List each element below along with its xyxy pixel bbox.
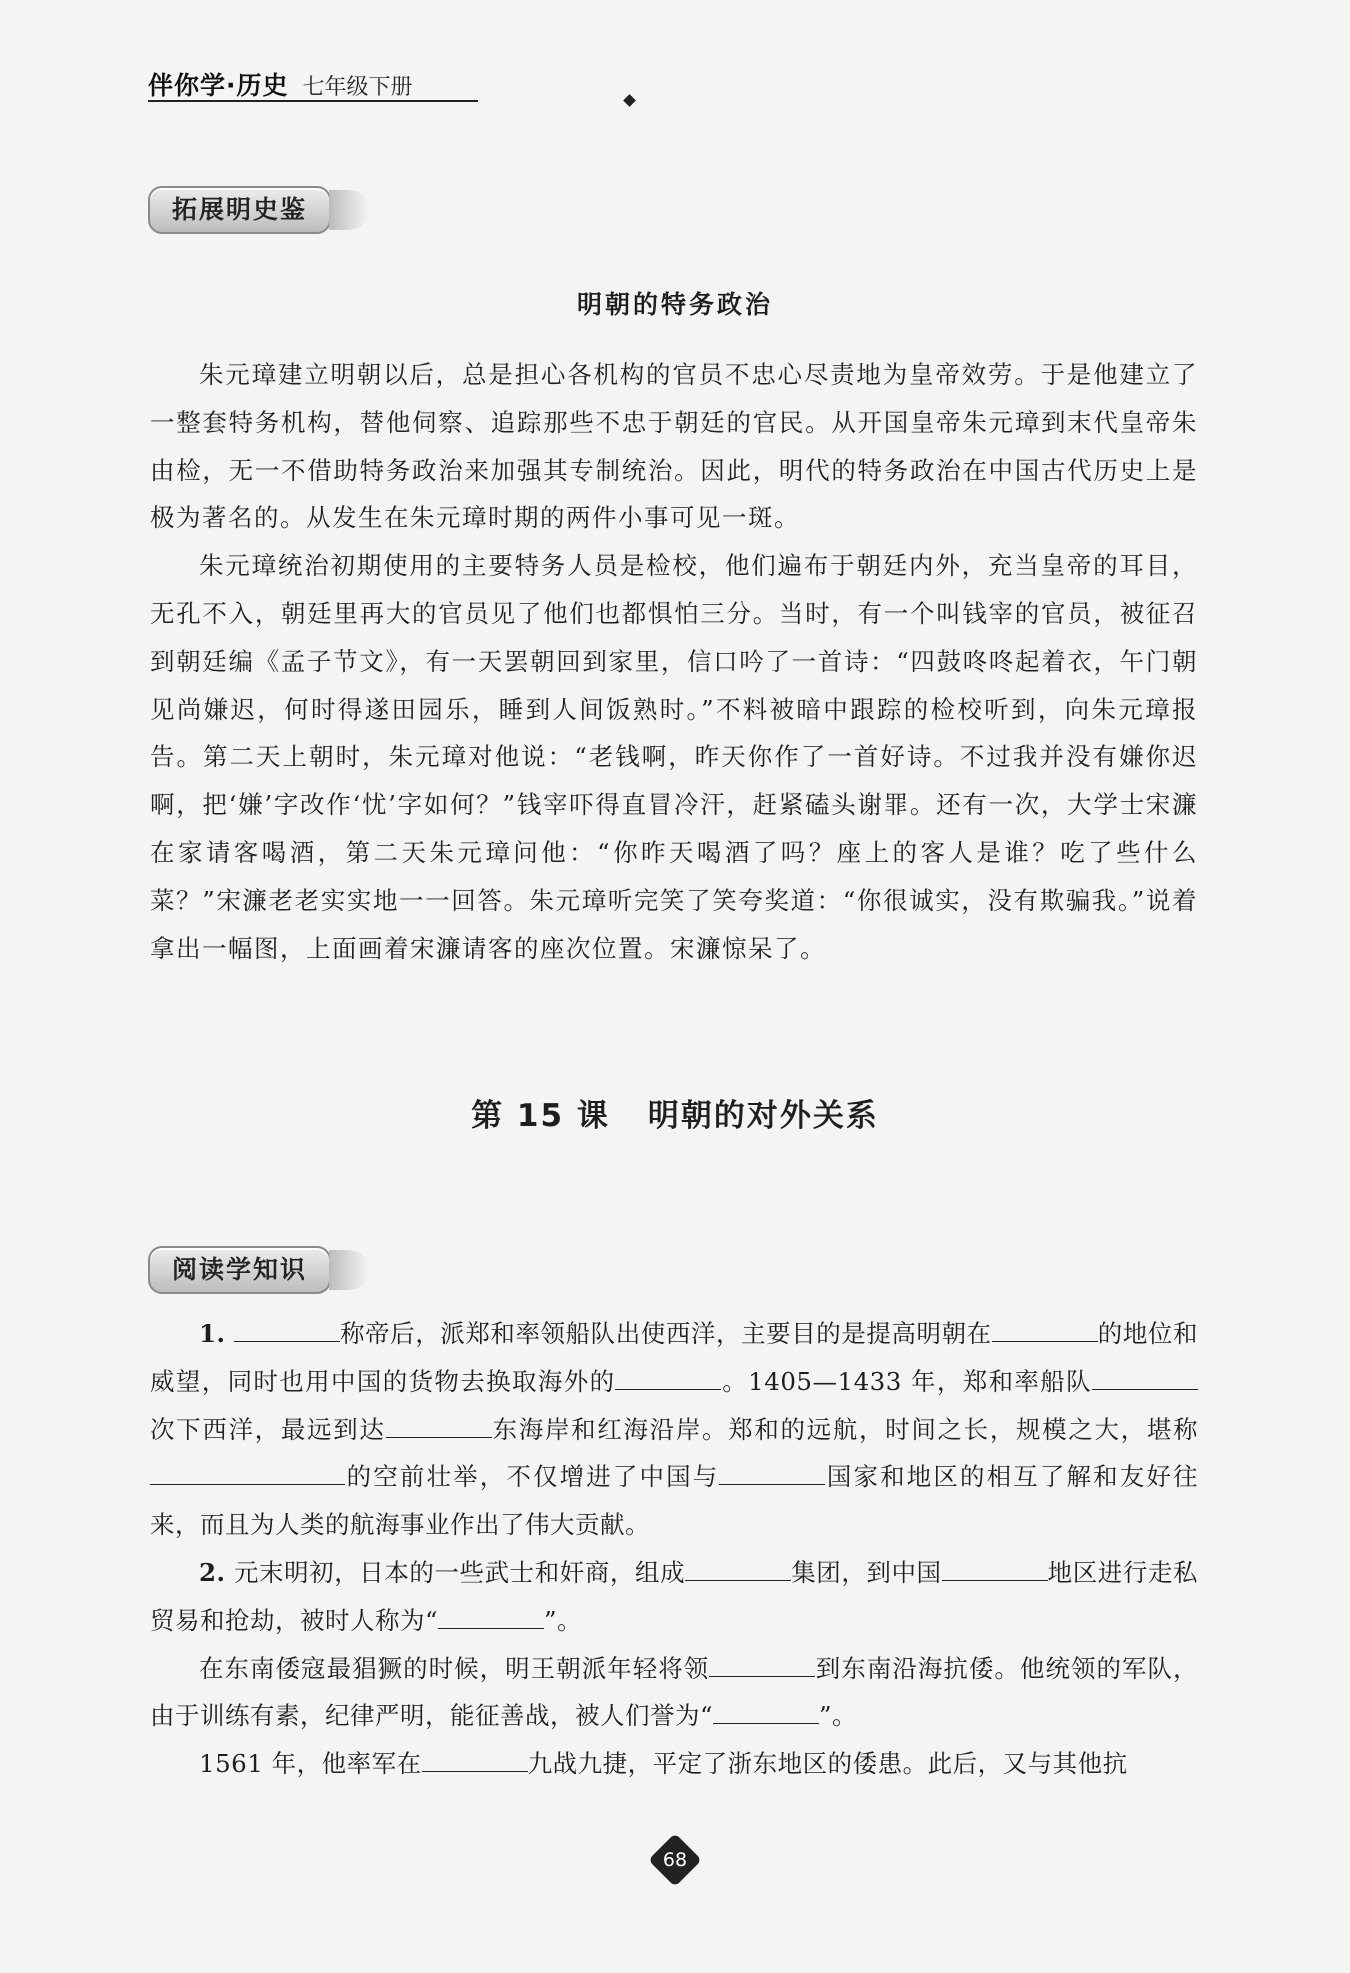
article-paragraph-1: 朱元璋建立明朝以后，总是担心各机构的官员不忠心尽责地为皇帝效劳。于是他建立了一整套特务机构，替他伺察、追踪那些不忠于朝廷的官民。从开国皇帝朱元璋到末代皇帝朱由检，无一不借助特务政治来加强其专制统治。因此，明代的特务政治在中国古代历史上是极为著名的。从发生在朱元璋时期的两件小事可见一斑。 xyxy=(150,360,1198,533)
question-text: 1561 年，他率军在 xyxy=(199,1749,422,1779)
question-text: 在东南倭寇最猖獗的时候，明王朝派年轻将领 xyxy=(199,1653,710,1683)
lesson-number: 第 15 课 xyxy=(471,1098,610,1134)
question-text: 东海岸和红海沿岸。郑和的远航，时间之长，规模之大，堪称 xyxy=(491,1414,1198,1444)
question-text: ”。 xyxy=(819,1701,858,1731)
question-number: 2. xyxy=(199,1557,226,1587)
question-text: ”。 xyxy=(544,1605,583,1635)
header-rule xyxy=(148,100,478,102)
lesson-title xyxy=(0,1090,1350,1135)
question-text: 。1405—1433 年，郑和率船队 xyxy=(721,1366,1092,1396)
question-2-para-3 xyxy=(150,1740,1198,1788)
question-1 xyxy=(150,1310,1198,1549)
answer-blank[interactable] xyxy=(719,1460,825,1485)
question-text: 称帝后，派郑和率领船队出使西洋，主要目的是提高明朝在 xyxy=(339,1319,992,1348)
article-title: 明朝的特务政治 xyxy=(576,290,773,319)
question-text: 九战九捷，平定了浙东地区的倭患。此后，又与其他抗 xyxy=(527,1749,1128,1779)
book-grade: 七年级下册 xyxy=(302,75,413,100)
question-text: 元末明初，日本的一些武士和奸商，组成 xyxy=(233,1557,686,1587)
answer-blank[interactable] xyxy=(438,1604,544,1629)
answer-blank[interactable] xyxy=(992,1317,1098,1342)
answer-blank[interactable] xyxy=(386,1413,492,1438)
question-text: 的地位和威望，同时也用中国的货物去换取海外的 xyxy=(150,1319,1198,1396)
question-number: 1. xyxy=(199,1319,226,1348)
question-text: 次下西洋，最远到达 xyxy=(150,1414,386,1444)
question-text: 地区进行走私贸易和抢劫，被时人称为“ xyxy=(150,1557,1199,1635)
answer-blank[interactable] xyxy=(150,1460,345,1485)
section-badge-reading: 阅读学知识 xyxy=(148,1246,331,1294)
answer-blank[interactable] xyxy=(685,1556,791,1581)
header-diamond-icon xyxy=(623,94,636,107)
question-text: 到东南沿海抗倭。他统领的军队，由于训练有素，纪律严明，能征善战，被人们誉为“ xyxy=(150,1653,1199,1731)
article-body xyxy=(150,351,1198,972)
quiz-section xyxy=(150,1310,1198,1788)
answer-blank[interactable] xyxy=(713,1699,819,1724)
answer-blank[interactable] xyxy=(942,1556,1048,1581)
question-2 xyxy=(150,1549,1198,1645)
question-text: 的空前壮举，不仅增进了中国与 xyxy=(345,1462,720,1492)
question-2-para-2 xyxy=(150,1645,1198,1741)
page-number-badge xyxy=(652,1837,698,1883)
answer-blank[interactable] xyxy=(1092,1365,1198,1390)
article-paragraph-2: 朱元璋统治初期使用的主要特务人员是检校，他们遍布于朝廷内外，充当皇帝的耳目，无孔不入，朝廷里再大的官员见了他们也都惧怕三分。当时，有一个叫钱宰的官员，被征召到朝廷编《孟子节文》，有一天罢朝回到家里，信口吟了一首诗：“四鼓咚咚起着衣，午门朝见尚嫌迟，何时得遂田园乐，睡到人间饭熟时。”不料被暗中跟踪的检校听到，向朱元璋报告。第二天上朝时，朱元璋对他说：“老钱啊，昨天你作了一首好诗。不过我并没有嫌你迟啊，把‘嫌’字改作‘忧’字如何？”钱宰吓得直冒冷汗，赶紧磕头谢罪。还有一次，大学士宋濂在家请客喝酒，第二天朱元璋问他：“你昨天喝酒了吗？座上的客人是谁？吃了些什么菜？”宋濂老老实实地一一回答。朱元璋听完笑了笑夸奖道：“你很诚实，没有欺骗我。”说着拿出一幅图，上面画着宋濂请客的座次位置。宋濂惊呆了。 xyxy=(150,551,1198,963)
section-badge-extend: 拓展明史鉴 xyxy=(148,186,331,234)
answer-blank[interactable] xyxy=(709,1652,815,1677)
book-brand: 伴你学·历史 xyxy=(148,71,289,100)
page-header xyxy=(148,66,488,106)
question-text: 国家和地区的相互了解和友好往来，而且为人类的航海事业作出了伟大贡献。 xyxy=(150,1462,1199,1540)
answer-blank[interactable] xyxy=(422,1747,528,1772)
page-number: 68 xyxy=(662,1849,688,1871)
lesson-name: 明朝的对外关系 xyxy=(647,1098,879,1134)
answer-blank[interactable] xyxy=(234,1317,340,1342)
answer-blank[interactable] xyxy=(615,1365,721,1390)
question-text: 集团，到中国 xyxy=(791,1557,942,1587)
